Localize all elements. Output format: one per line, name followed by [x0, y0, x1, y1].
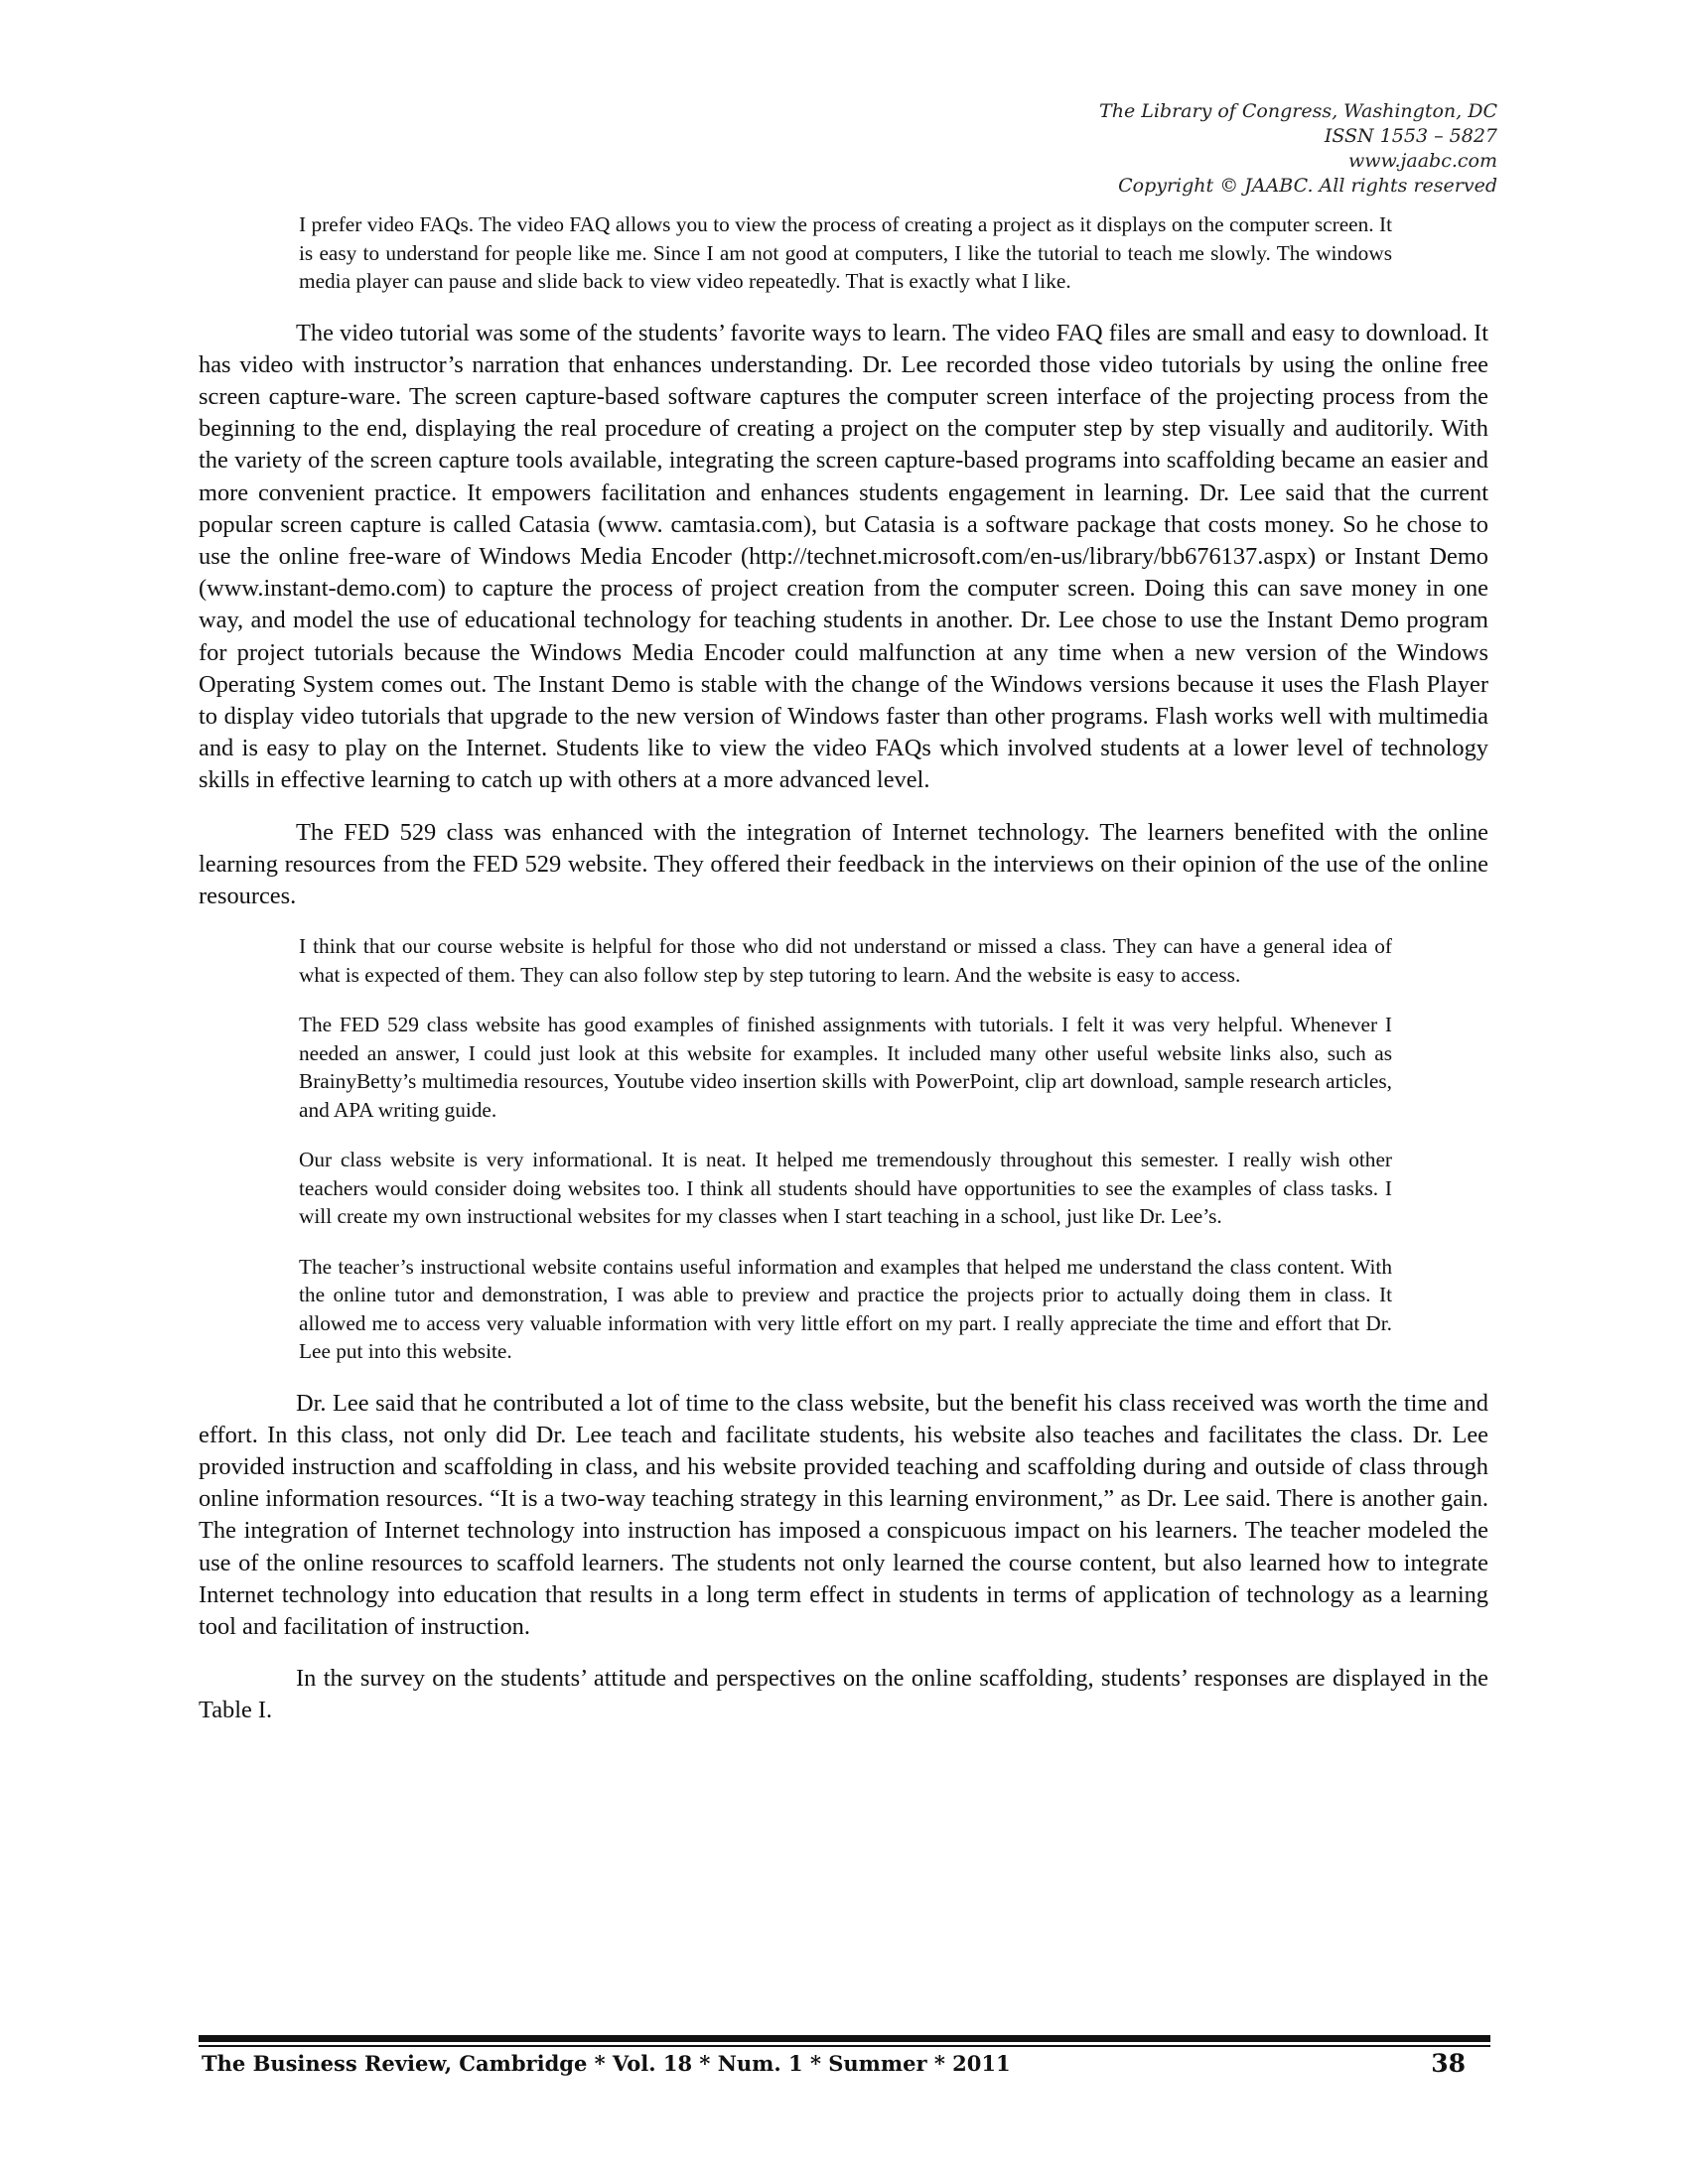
header-library-line: The Library of Congress, Washington, DC — [1099, 100, 1497, 122]
quote-instructional-website: The teacher’s instructional website contains useful information and examples that helped me understand the class content. With the online tutor and demonstration, I was able to preview and practice the projects prior to actually doing them in class. It allowed me to access very valuable information with very little effort on my part. I really appreciate the time and effort that Dr. Lee put into this website. — [299, 1254, 1392, 1364]
paragraph-survey-table: In the survey on the students’ attitude and perspectives on the online scaffolding, students’ responses are displayed in the Table I. — [199, 1665, 1488, 1724]
header-copyright-line: Copyright © JAABC. All rights reserved — [1118, 175, 1497, 197]
page-number: 38 — [1431, 2049, 1466, 2078]
header-website-line: www.jaabc.com — [1347, 150, 1497, 172]
paragraph-two-way-teaching: Dr. Lee said that he contributed a lot of time to the class website, but the benefit his class received was worth the time and effort. In this class, not only did Dr. Lee teach and facilitate students, his website also teaches and facilitates the class. Dr. Lee provided instruction and scaffolding in class, and his website provided teaching and scaffolding during and outside of class through online information resources. “It is a two-way teaching strategy in this learning environment,” as Dr. Lee said. There is another gain. The integration of Internet technology into instruction has imposed a conspicuous impact on his learners. The teacher modeled the use of the online resources to scaffold learners. The students not only learned the course content, but also learned how to integrate Internet technology into education that results in a long term effect in students in terms of application of technology as a learning tool and facilitation of instruction. — [199, 1389, 1488, 1641]
journal-header — [1099, 99, 1497, 199]
quote-video-faq: I prefer video FAQs. The video FAQ allows you to view the process of creating a project as it displays on the computer screen. It is easy to understand for people like me. Since I am not good at computers, I like the tutorial to teach me slowly. The windows media player can pause and slide back to view video repeatedly. That is exactly what I like. — [299, 212, 1392, 293]
quote-website-informational: Our class website is very informational. It is neat. It helped me tremendously throughout this semester. I really wish other teachers would consider doing websites too. I think all students should have opportunities to see the examples of class tasks. I will create my own instructional websites for my classes when I start teaching in a school, just like Dr. Lee’s. — [299, 1148, 1392, 1229]
paragraph-fed529-enhanced: The FED 529 class was enhanced with the integration of Internet technology. The learners benefited with the online learning resources from the FED 529 website. They offered their feedback in the interviews on their opinion of the use of the online resources. — [199, 818, 1488, 909]
footer-journal-citation: The Business Review, Cambridge * Vol. 18 * Num. 1 * Summer * 2011 — [202, 2051, 1011, 2076]
article-body — [199, 210, 1488, 1747]
footer-divider-thin — [199, 2045, 1490, 2047]
header-issn-line: ISSN 1553 – 5827 — [1324, 125, 1497, 147]
quote-course-website-helpful: I think that our course website is helpful for those who did not understand or missed a class. They can have a general idea of what is expected of them. They can also follow step by step tutoring to learn. And the website is easy to access. — [299, 934, 1392, 987]
quote-class-website-examples: The FED 529 class website has good examples of finished assignments with tutorials. I felt it was very helpful. Whenever I needed an answer, I could just look at this website for examples. It included many other useful website links also, such as BrainyBetty’s multimedia resources, Youtube video insertion skills with PowerPoint, clip art download, sample research articles, and APA writing guide. — [299, 1013, 1392, 1122]
footer-divider-thick — [199, 2035, 1490, 2042]
paragraph-video-tutorial: The video tutorial was some of the students’ favorite ways to learn. The video FAQ files are small and easy to download. It has video with instructor’s narration that enhances understanding. Dr. Lee recorded those video tutorials by using the online free screen capture-ware. The screen capture-based software captures the computer screen interface of the projecting process from the beginning to the end, displaying the real procedure of creating a project on the computer step by step visually and auditorily. With the variety of the screen capture tools available, integrating the screen capture-based programs into scaffolding became an easier and more convenient practice. It empowers facilitation and enhances students engagement in learning. Dr. Lee said that the current popular screen capture is called Catasia (www. camtasia.com), but Catasia is a software package that costs money. So he chose to use the online free-ware of Windows Media Encoder (http://technet.microsoft.com/en-us/library/bb676137.aspx) or Instant Demo (www.instant-demo.com) to capture the process of project creation from the computer screen. Doing this can save money in one way, and model the use of educational technology for teaching students in another. Dr. Lee chose to use the Instant Demo program for project tutorials because the Windows Media Encoder could malfunction at any time when a new version of the Windows Operating System comes out. The Instant Demo is stable with the change of the Windows versions because it uses the Flash Player to display video tutorials that upgrade to the new version of Windows faster than other programs. Flash works well with multimedia and is easy to play on the Internet. Students like to view the video FAQs which involved students at a lower level of technology skills in effective learning to catch up with others at a more advanced level. — [199, 319, 1488, 794]
